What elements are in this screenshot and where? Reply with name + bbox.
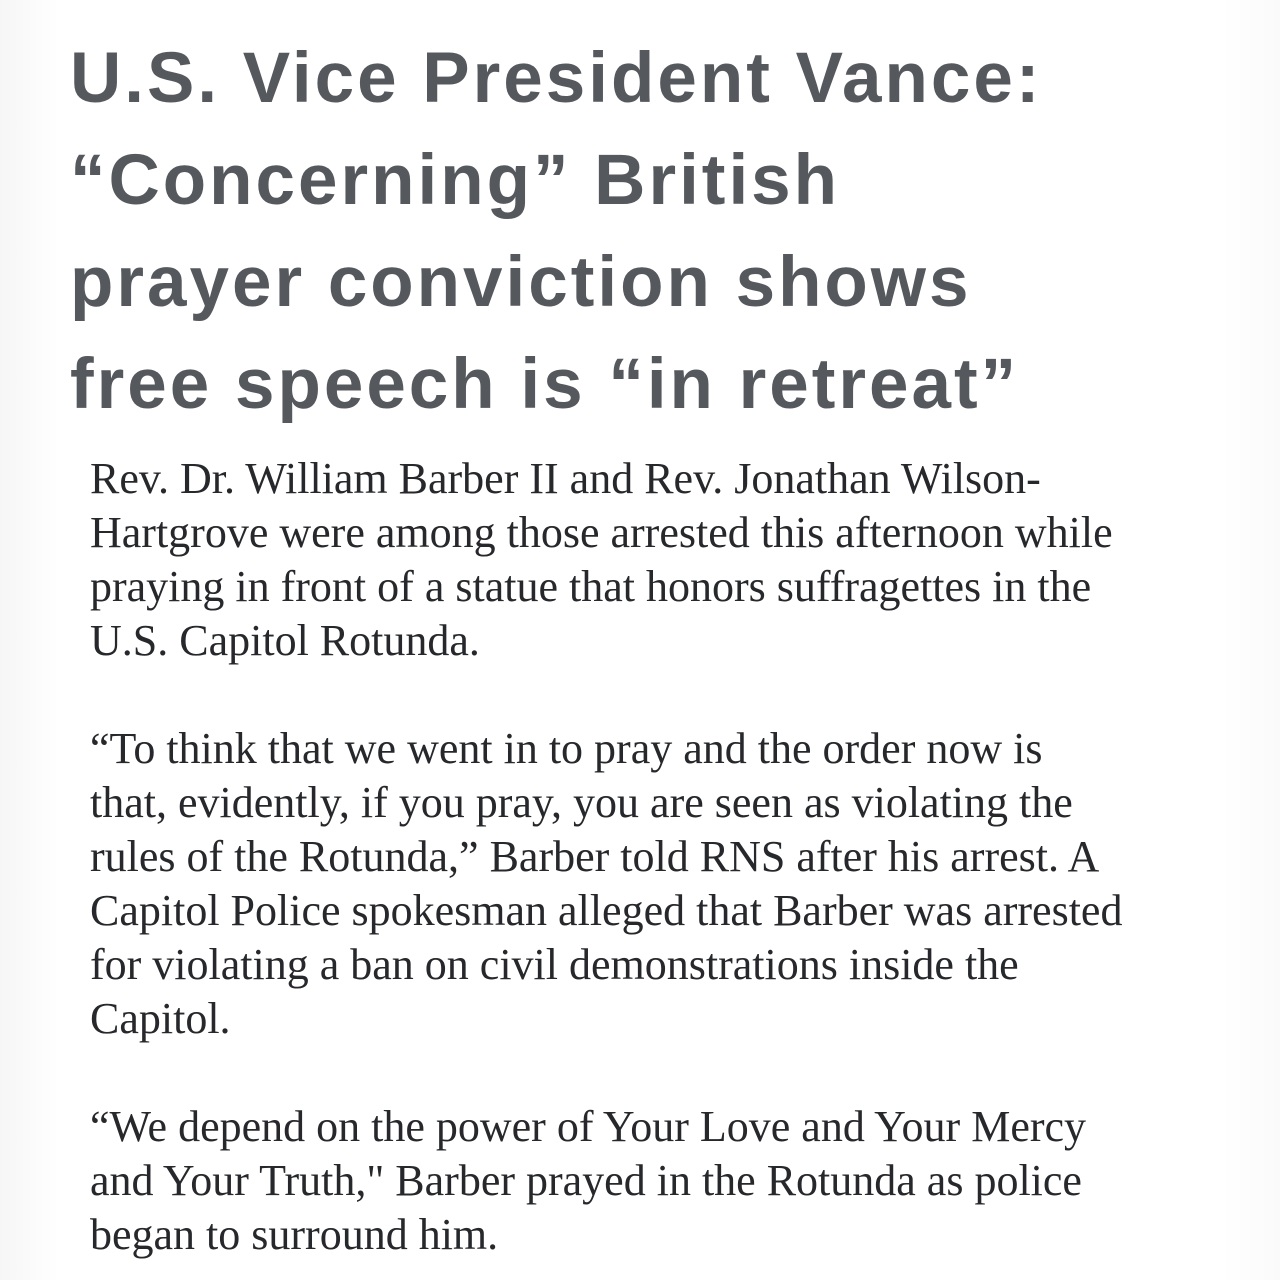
- body-line: Rev. Dr. William Barber II and Rev. Jonathan Wilson-: [90, 454, 1041, 503]
- paragraph-prayer: [90, 1100, 1220, 1262]
- headline-line: free speech is “in retreat”: [70, 345, 1020, 424]
- headline-line: “Concerning” British: [70, 141, 841, 220]
- body-line: Hartgrove were among those arrested this afternoon while: [90, 508, 1113, 557]
- headline-line: U.S. Vice President Vance:: [70, 39, 1043, 118]
- article-body: [90, 452, 1220, 1262]
- body-line: for violating a ban on civil demonstrations inside the: [90, 940, 1019, 989]
- body-line: that, evidently, if you pray, you are seen as violating the: [90, 778, 1073, 827]
- body-line: began to surround him.: [90, 1210, 499, 1259]
- body-line: praying in front of a statue that honors suffragettes in the: [90, 562, 1092, 611]
- headline-line: prayer conviction shows: [70, 243, 972, 322]
- body-line: “To think that we went in to pray and the order now is: [90, 724, 1043, 773]
- paragraph-quote: [90, 722, 1220, 1046]
- body-line: rules of the Rotunda,” Barber told RNS after his arrest. A: [90, 832, 1100, 881]
- headline: [70, 28, 1230, 436]
- body-line: U.S. Capitol Rotunda.: [90, 616, 480, 665]
- body-line: Capitol.: [90, 994, 231, 1043]
- body-line: “We depend on the power of Your Love and Your Mercy: [90, 1102, 1087, 1151]
- body-line: Capitol Police spokesman alleged that Barber was arrested: [90, 886, 1123, 935]
- paragraph-arrest: [90, 452, 1220, 668]
- body-line: and Your Truth," Barber prayed in the Rotunda as police: [90, 1156, 1082, 1205]
